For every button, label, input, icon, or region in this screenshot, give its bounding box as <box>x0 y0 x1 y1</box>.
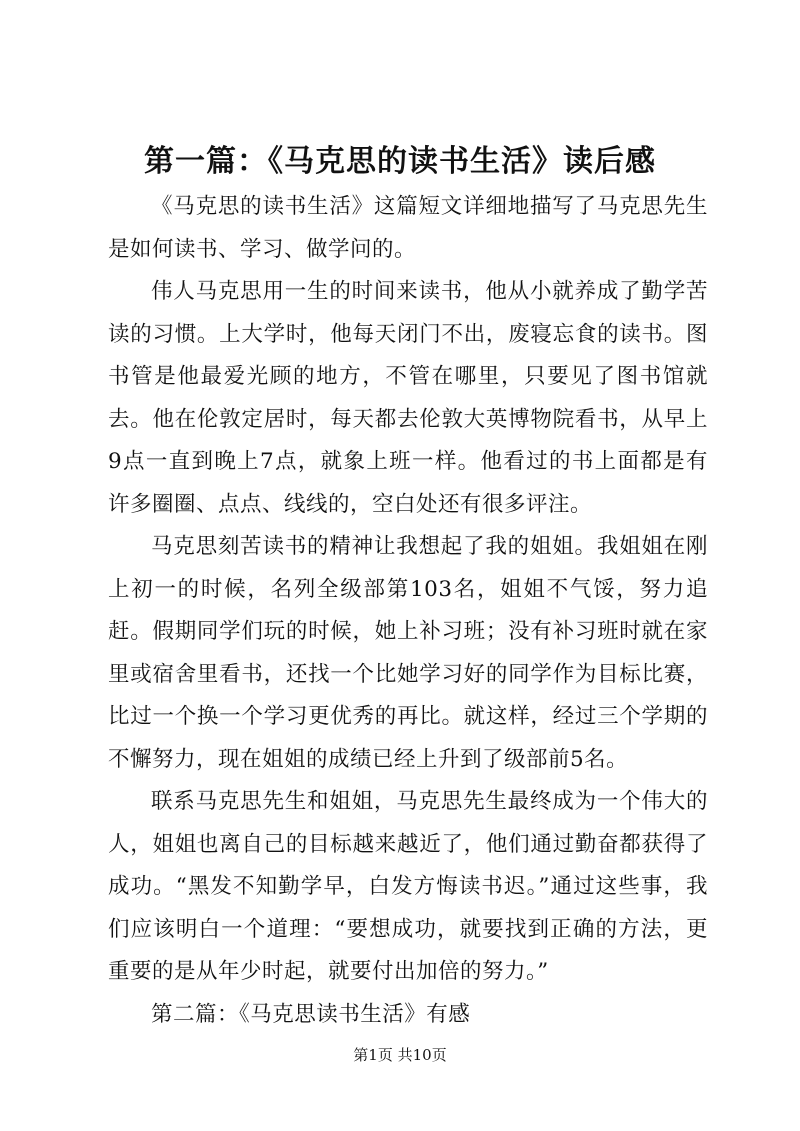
paragraph-marx-reading: 伟人马克思用一生的时间来读书，他从小就养成了勤学苦读的习惯。上大学时，他每天闭门不出，废寝忘食的读书。图书管是他最爱光顾的地方，不管在哪里，只要见了图书馆就去。他在伦敦定居时，每天都去伦敦大英博物院看书，从早上9点一直到晚上7点，就象上班一样。他看过的书上面都是有许多圈圈、点点、线线的，空白处还有很多评注。 <box>108 279 708 517</box>
paragraph-conclusion: 联系马克思先生和姐姐，马克思先生最终成为一个伟大的人，姐姐也离自己的目标越来越近了，他们通过勤奋都获得了成功。“黑发不知勤学早，白发方悔读书迟。”通过这些事，我们应该明白一个道理：“要想成功，就要找到正确的方法，更重要的是从年少时起，就要付出加倍的努力。” <box>108 789 708 984</box>
document-body <box>108 186 708 1036</box>
paragraph-sister: 马克思刻苦读书的精神让我想起了我的姐姐。我姐姐在刚上初一的时候，名列全级部第103名，姐姐不气馁，努力追赶。假期同学们玩的时候，她上补习班；没有补习班时就在家里或宿舍里看书，还找一个比她学习好的同学作为目标比赛，比过一个换一个学习更优秀的再比。就这样，经过三个学期的不懈努力，现在姐姐的成绩已经上升到了级部前5名。 <box>108 534 708 772</box>
paragraph-second-title: 第二篇：《马克思读书生活》有感 <box>151 1001 471 1027</box>
page-number-footer: 第1页 共10页 <box>353 1046 447 1064</box>
document-title: 第一篇：《马克思的读书生活》读后感 <box>144 144 656 179</box>
paragraph-intro: 《马克思的读书生活》这篇短文详细地描写了马克思先生是如何读书、学习、做学问的。 <box>108 194 708 262</box>
